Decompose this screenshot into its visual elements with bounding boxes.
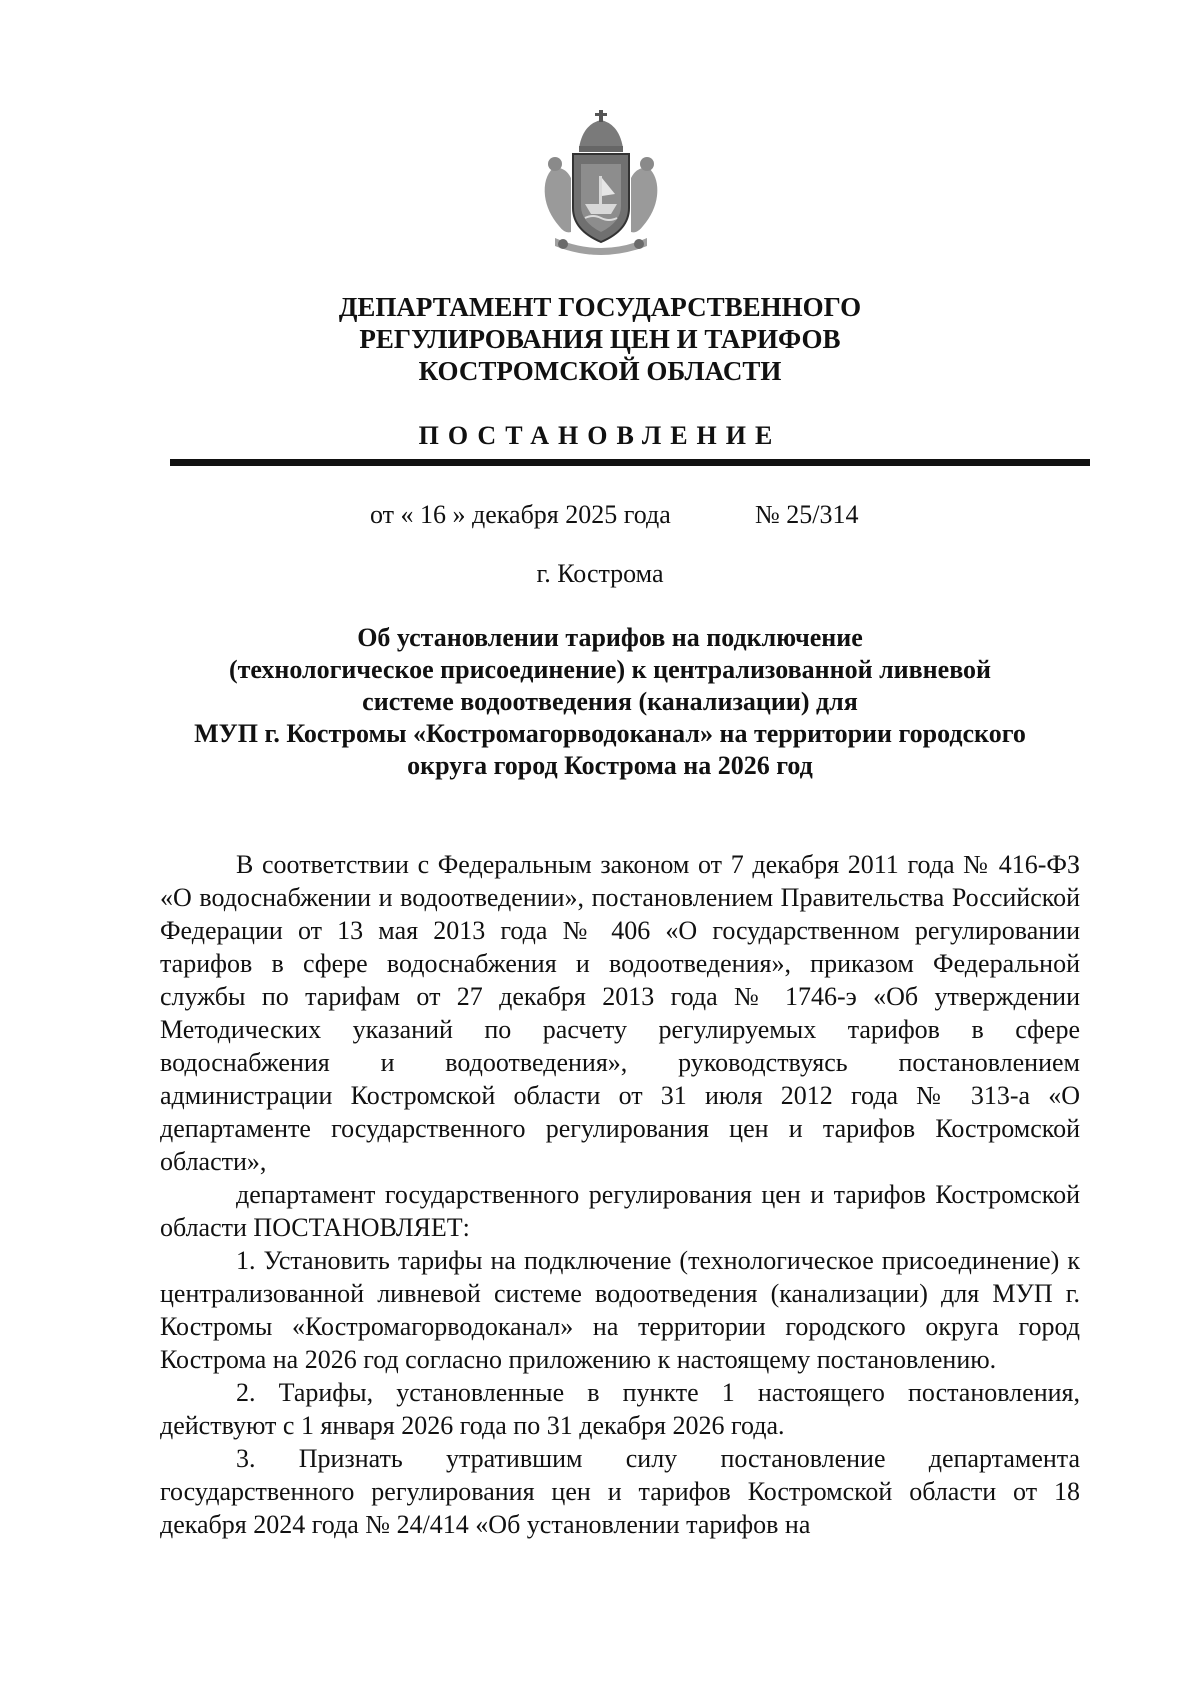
decree-body (160, 848, 1080, 1541)
preamble-paragraph: В соответствии с Федеральным законом от 7 декабря 2011 года № 416-ФЗ «О водоснабжении и водоотведении», постановлением Правительства Российской Федерации от 13 мая 2013 года № 406 «О государственном регулировании тарифов в сфере водоснабжения и водоотведения», приказом Федеральной службы по тарифам от 27 декабря 2013 года № 1746-э «Об утверждении Методических указаний по расчету регулируемых тарифов в сфере водоснабжения и водоотведения», руководствуясь постановлением администрации Костромской области от 31 июля 2012 года № 313-а «О департаменте государственного регулирования цен и тарифов Костромской области», (160, 850, 1080, 1176)
title-line: МУП г. Костромы «Костромагорводоканал» на территории городского (194, 719, 1026, 748)
header-divider (170, 459, 1090, 466)
department-line: РЕГУЛИРОВАНИЯ ЦЕН И ТАРИФОВ (359, 324, 841, 354)
clause-1: 1. Установить тарифы на подключение (технологическое присоединение) к централизованной ливневой системе водоотведения (канализации) для МУП г. Костромы «Костромагорводоканал» на территории городского округа город Кострома на 2026 год согласно приложению к настоящему постановлению. (160, 1246, 1080, 1374)
decree-title (140, 622, 1080, 782)
department-name (100, 291, 1100, 387)
title-line: системе водоотведения (канализации) для (362, 687, 858, 716)
clause-2: 2. Тарифы, установленные в пункте 1 настоящего постановления, действуют с 1 января 2026 года по 31 декабря 2026 года. (160, 1378, 1080, 1440)
decree-city: г. Кострома (536, 559, 664, 588)
department-line: КОСТРОМСКОЙ ОБЛАСТИ (418, 356, 782, 386)
title-line: (технологическое присоединение) к централизованной ливневой (228, 655, 992, 684)
decree-date: от « 16 » декабря 2025 года (370, 500, 671, 529)
title-line: округа город Кострома на 2026 год (407, 751, 813, 780)
document-type-heading: ПОСТАНОВЛЕНИЕ (418, 421, 782, 450)
coat-of-arms-icon (535, 108, 667, 258)
resolution-paragraph: департамент государственного регулирования цен и тарифов Костромской области ПОСТАНОВЛЯЕТ: (160, 1180, 1080, 1242)
department-line: ДЕПАРТАМЕНТ ГОСУДАРСТВЕННОГО (338, 292, 862, 322)
decree-number: № 25/314 (755, 500, 859, 529)
title-line: Об установлении тарифов на подключение (357, 623, 863, 652)
clause-3: 3. Признать утратившим силу постановление департамента государственного регулирования цен и тарифов Костромской области от 18 декабря 2024 года № 24/414 «Об установлении тарифов на (160, 1444, 1080, 1539)
